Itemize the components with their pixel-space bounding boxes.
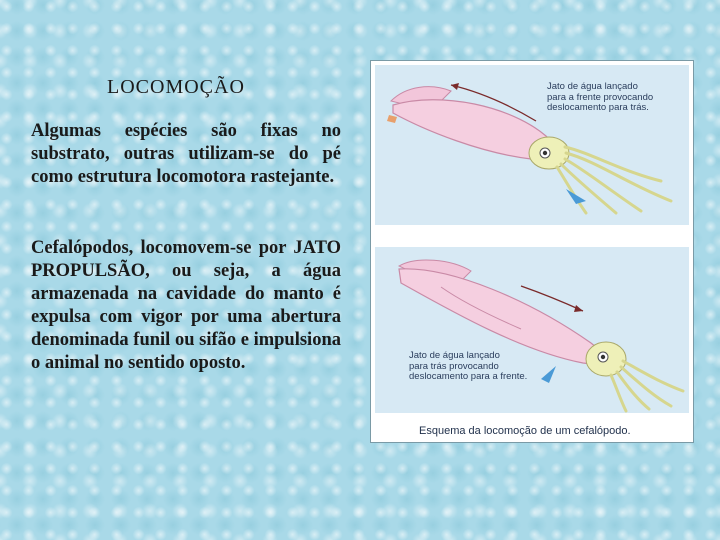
squid-bottom-tentacles — [611, 361, 683, 411]
caption-bottom-jet: Jato de água lançado para trás provocando deslocamento para a frente. — [409, 350, 528, 382]
figure-caption: Esquema da locomoção de um cefalópodo. — [419, 425, 631, 437]
squid-top-tentacles — [557, 147, 671, 213]
cephalopod-locomotion-figure — [370, 60, 694, 443]
squid-illustrations — [371, 61, 695, 444]
caption-top-jet: Jato de água lançado para a frente provocando deslocamento para trás. — [547, 81, 654, 113]
paragraph-jet-propulsion: Cefalópodos, locomovem-se por JATO PROPULSÃO, ou seja, a água armazenada na cavidade do manto é expulsa com vigor por uma abertura denominada funil ou sifão e impulsiona o animal no sentido oposto. — [31, 238, 341, 373]
paragraph-fixed-species: Algumas espécies são fixas no substrato, outras utilizam-se do pé como estrutura locomotora rastejante. — [31, 121, 341, 187]
slide-title: LOCOMOÇÃO — [107, 76, 245, 98]
squid-bottom — [399, 260, 683, 411]
squid-top-water-jet — [566, 189, 586, 204]
